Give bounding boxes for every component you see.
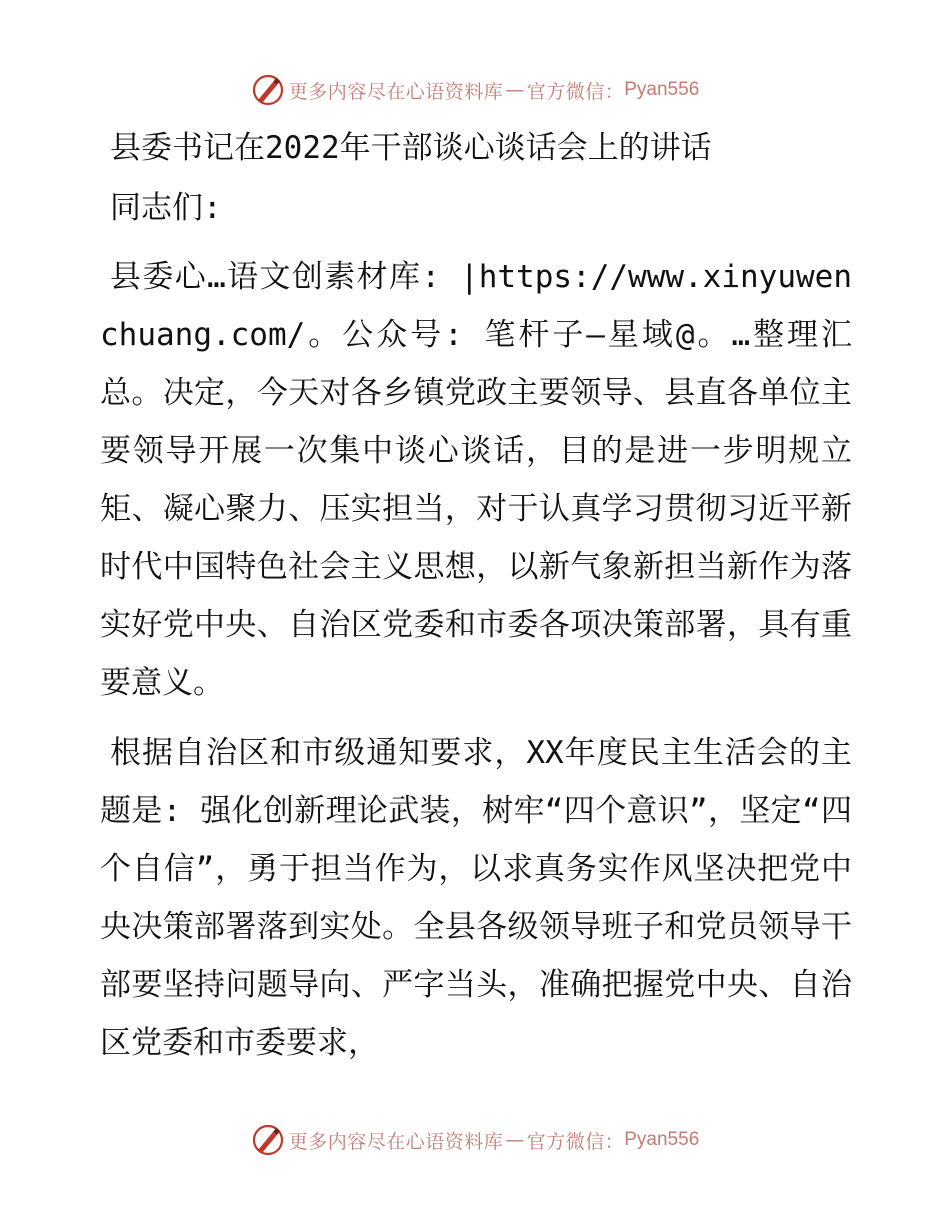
watermark-wechat-label: 官方微信： bbox=[526, 1130, 625, 1153]
document-body bbox=[100, 120, 852, 1084]
watermark-text: 更多内容尽在心语资料库 bbox=[288, 1130, 504, 1153]
salutation: 同志们: bbox=[110, 190, 222, 226]
paragraph-2: 根据自治区和市级通知要求，XX年度民主生活会的主题是: 强化创新理论武装，树牢“四个意识”，坚定“四个自信”，勇于担当作为，以求真务实作风坚决把党中央决策部署落到实处。全县各级领导班子和党员领导干部要坚持问题导向、严字当头，准确把握党中央、自治区党委和市委要求， bbox=[100, 735, 852, 1061]
paragraph-1: 县委心…语文创素材库: |https://www.xinyuwenchuang.com/。公众号: 笔杆子—星域@。…整理汇总。决定，今天对各乡镇党政主要领导、县直各单位主要领导开展一次集中谈心谈话，目的是进一步明规立矩、凝心聚力、压实担当，对于认真学习贯彻习近平新时代中国特色社会主义思想，以新气象新担当新作为落实好党中央、自治区党委和市委各项决策部署，具有重要意义。 bbox=[100, 259, 852, 701]
watermark-separator: — bbox=[505, 79, 525, 101]
watermark-handle: Pyan556 bbox=[624, 1129, 700, 1150]
footer-watermark bbox=[0, 1120, 950, 1160]
header-watermark bbox=[0, 70, 950, 110]
watermark-separator: — bbox=[505, 1129, 525, 1151]
watermark-handle: Pyan556 bbox=[624, 79, 700, 100]
watermark-text: 更多内容尽在心语资料库 bbox=[288, 80, 504, 103]
pen-logo-icon bbox=[251, 1123, 285, 1157]
document-title: 县委书记在2022年干部谈心谈话会上的讲话 bbox=[110, 130, 712, 166]
pen-logo-icon bbox=[251, 73, 285, 107]
watermark-wechat-label: 官方微信： bbox=[526, 80, 625, 103]
